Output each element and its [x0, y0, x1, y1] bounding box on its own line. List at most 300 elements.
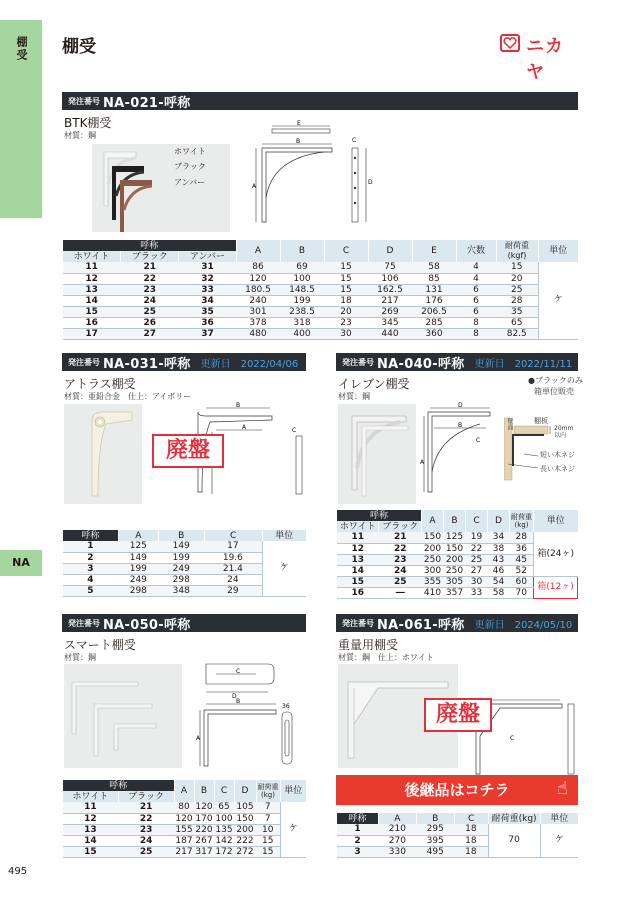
table-cell: 25 [496, 284, 538, 295]
col-header: C [466, 510, 488, 532]
table-cell: 200 [234, 824, 256, 835]
table-cell: ― [379, 587, 422, 598]
table-cell: 24 [121, 295, 179, 306]
table-cell: 222 [234, 835, 256, 846]
table-cell: 8 [456, 328, 496, 339]
table-row [63, 835, 307, 846]
table-cell: 69 [280, 262, 324, 273]
table-row [63, 328, 579, 339]
col-header: 穴数 [456, 240, 496, 262]
col-header: 耐荷重(kg) [488, 813, 540, 824]
brand-name: ニカヤ [526, 36, 564, 83]
table-cell: 45 [510, 554, 534, 565]
table-cell: 240 [236, 295, 280, 306]
table-cell: 21.4 [204, 563, 262, 574]
table-row [63, 846, 307, 857]
col-header: 単位 [538, 240, 578, 262]
unit-cell-box24: 箱(24ヶ) [534, 532, 578, 576]
dimension-diagram [252, 118, 392, 230]
table-cell: 15 [256, 835, 280, 846]
col-header: D [234, 780, 256, 802]
table-cell: 15 [256, 846, 280, 857]
svg-text:C: C [236, 668, 241, 675]
table-cell: 7 [256, 813, 280, 824]
table-cell: 33 [466, 587, 488, 598]
table-cell: 355 [422, 576, 444, 587]
table-cell: 217 [175, 846, 193, 857]
table-cell: 199 [158, 552, 204, 563]
table-cell: 21 [121, 262, 179, 273]
table-cell: 12 [337, 543, 379, 554]
table-cell: 35 [496, 306, 538, 317]
svg-text:A: A [242, 424, 247, 431]
dimension-diagram [420, 402, 496, 500]
table-cell: 30 [324, 328, 368, 339]
table-cell: 34 [179, 295, 236, 306]
col-header: B [280, 240, 324, 262]
table-cell: 18 [324, 295, 368, 306]
table-cell: 14 [337, 565, 379, 576]
table-cell: 305 [444, 576, 466, 587]
table-cell: 148.5 [280, 284, 324, 295]
table-cell: 15 [324, 284, 368, 295]
table-cell: 18 [454, 824, 488, 835]
svg-text:B: B [236, 402, 241, 409]
mounting-diagram [504, 416, 580, 482]
svg-text:A: A [420, 459, 425, 466]
table-cell: 250 [422, 554, 444, 565]
table-cell: 131 [412, 284, 456, 295]
col-header: 呼称 [337, 813, 379, 824]
table-cell: 10 [256, 824, 280, 835]
table-cell: 199 [118, 563, 158, 574]
col-header: C [454, 813, 488, 824]
side-tab-na: NA [0, 550, 42, 576]
dimension-diagram [196, 660, 306, 772]
table-cell: 172 [215, 846, 233, 857]
table-cell: 22 [379, 543, 422, 554]
table-cell: 272 [234, 846, 256, 857]
table-cell: 16 [63, 317, 121, 328]
table-cell: 58 [412, 262, 456, 273]
svg-text:A: A [252, 183, 257, 190]
table-cell: 34 [488, 532, 510, 543]
table-cell: 357 [444, 587, 466, 598]
col-header: A [378, 813, 416, 824]
table-cell: 125 [444, 532, 466, 543]
order-code: NA-040-呼称 [377, 356, 465, 372]
table-row [63, 541, 307, 552]
col-header: 単位 [534, 510, 578, 532]
table-cell: 24 [118, 835, 174, 846]
table-cell: 82.5 [496, 328, 538, 339]
table-cell: 300 [422, 565, 444, 576]
order-code: NA-061-呼称 [377, 617, 465, 633]
table-row [63, 273, 579, 284]
product-material: 材質：鋼 仕上：ホワイト [338, 653, 434, 662]
page-number: 495 [8, 866, 28, 877]
section-header-na061 [336, 614, 578, 632]
unit-cell: ケ [540, 824, 578, 857]
col-header: A [174, 780, 194, 802]
svg-text:D: D [232, 693, 237, 700]
col-header: A [236, 240, 280, 262]
order-number-label: 発注番号 [68, 96, 100, 106]
table-cell: 65 [496, 317, 538, 328]
table-cell: 395 [416, 835, 454, 846]
table-cell: 27 [121, 328, 179, 339]
table-cell: 85 [412, 273, 456, 284]
table-cell: 4 [456, 262, 496, 273]
product-name: イレブン棚受 [338, 377, 410, 391]
table-cell: 217 [368, 295, 412, 306]
table-cell: 348 [158, 585, 204, 596]
table-cell: 60 [510, 576, 534, 587]
table-cell: 220 [195, 824, 213, 835]
table-cell: 125 [118, 541, 158, 552]
svg-text:C: C [292, 427, 297, 434]
table-cell: 22 [121, 273, 179, 284]
table-cell: 330 [378, 846, 416, 857]
table-cell: 150 [234, 813, 256, 824]
order-code: NA-021-呼称 [103, 95, 191, 111]
table-cell: 6 [456, 295, 496, 306]
product-name: BTK棚受 [64, 116, 112, 130]
product-name: アトラス棚受 [64, 377, 136, 391]
table-cell: 80 [174, 802, 194, 813]
table-cell: 20 [496, 273, 538, 284]
table-cell: 3 [337, 846, 379, 857]
col-header: C [214, 780, 234, 802]
table-cell: 149 [118, 552, 158, 563]
section-header-na040 [336, 353, 578, 371]
table-row [337, 532, 578, 543]
table-cell: 105 [234, 802, 256, 813]
table-cell: 6 [456, 284, 496, 295]
order-number-label: 発注番号 [68, 618, 100, 628]
col-header: 耐荷重 (kg) [256, 780, 280, 802]
table-cell: 70 [510, 587, 534, 598]
table-cell: 15 [337, 576, 379, 587]
table-cell: 150 [422, 532, 444, 543]
col-header: ホワイト [337, 521, 379, 532]
svg-text:B: B [236, 698, 241, 705]
table-cell: 11 [63, 262, 121, 273]
table-cell: 170 [195, 813, 213, 824]
table-cell: 267 [195, 835, 213, 846]
table-cell: 23 [118, 824, 174, 835]
side-tab-label: 棚受 [15, 36, 28, 62]
product-material: 材質：鋼 [64, 131, 96, 140]
table-cell: 149 [158, 541, 204, 552]
diagram-label-limit: 20mm 以内 [554, 425, 574, 439]
table-cell: 25 [118, 846, 174, 857]
table-row [63, 262, 579, 273]
svg-text:A: A [196, 735, 201, 742]
table-cell: 150 [444, 543, 466, 554]
table-cell: 46 [488, 565, 510, 576]
table-cell: 38 [488, 543, 510, 554]
table-cell: 52 [510, 565, 534, 576]
unit-cell: ケ [262, 541, 306, 596]
update-date: 更新日 2022/11/11 [474, 358, 573, 370]
col-header: B [158, 530, 204, 541]
svg-text:D: D [368, 179, 373, 186]
svg-text:B: B [296, 138, 301, 145]
table-cell: 142 [215, 835, 233, 846]
col-header: C [324, 240, 368, 262]
table-row [63, 802, 307, 813]
col-header: B [444, 510, 466, 532]
successor-product-link[interactable] [336, 775, 578, 805]
table-cell: 36 [510, 543, 534, 554]
section-header-na031 [62, 353, 306, 371]
side-tab-shelf-bracket [0, 20, 42, 218]
col-header: 単位 [540, 813, 578, 824]
table-cell: 15 [63, 846, 119, 857]
table-cell: 16 [337, 587, 379, 598]
diagram-label-shelf: 棚板 [534, 417, 548, 425]
table-cell: 200 [444, 554, 466, 565]
table-cell: 23 [324, 317, 368, 328]
table-cell: 15 [324, 273, 368, 284]
col-header: D [368, 240, 412, 262]
unit-cell: ケ [280, 802, 306, 857]
table-cell: 27 [466, 565, 488, 576]
col-header: ブラック [118, 791, 174, 802]
table-cell: 19.6 [204, 552, 262, 563]
table-cell: 100 [280, 273, 324, 284]
table-cell: 187 [175, 835, 193, 846]
note-black-only: ●ブラックのみ [528, 376, 583, 385]
unit-cell: ケ [538, 262, 578, 339]
table-cell: 8 [456, 317, 496, 328]
spec-table-na021 [62, 240, 578, 340]
table-cell: 317 [195, 846, 213, 857]
discontinued-badge: 廃盤 [152, 434, 224, 468]
table-cell: 270 [378, 835, 416, 846]
table-cell: 285 [412, 317, 456, 328]
col-header: B [194, 780, 214, 802]
table-cell: 11 [63, 802, 119, 813]
table-cell: 298 [118, 585, 158, 596]
col-header: ブラック [121, 251, 179, 262]
order-code: NA-050-呼称 [103, 617, 191, 633]
table-cell: 29 [204, 585, 262, 596]
col-header: アンバー [179, 251, 236, 262]
table-cell: 25 [466, 554, 488, 565]
spec-table-na031 [62, 530, 306, 597]
table-cell: 480 [236, 328, 280, 339]
table-cell: 249 [118, 574, 158, 585]
table-cell: 250 [444, 565, 466, 576]
col-header: C [204, 530, 262, 541]
table-group-header: 呼称 [337, 510, 422, 521]
table-cell: 75 [368, 262, 412, 273]
table-row [337, 824, 579, 835]
update-date: 更新日 2022/04/06 [200, 358, 299, 370]
order-number-label: 発注番号 [342, 357, 374, 367]
table-cell: 249 [158, 563, 204, 574]
section-header-na050 [62, 614, 306, 632]
table-cell: 2 [337, 835, 379, 846]
svg-text:D: D [458, 402, 463, 409]
table-cell: 1 [63, 541, 119, 552]
table-cell: 24 [379, 565, 422, 576]
table-cell: 162.5 [368, 284, 412, 295]
svg-text:C: C [510, 735, 515, 742]
table-cell: 36 [179, 317, 236, 328]
heart-logo-icon [500, 34, 520, 52]
table-row [63, 824, 307, 835]
product-material: 材質：鋼 [338, 392, 370, 401]
order-number-label: 発注番号 [68, 357, 100, 367]
table-cell: 20 [324, 306, 368, 317]
spec-table-na050 [62, 780, 306, 858]
table-cell: 21 [379, 532, 422, 543]
table-cell: 378 [236, 317, 280, 328]
table-cell: 17 [63, 328, 121, 339]
svg-text:36: 36 [282, 703, 290, 710]
svg-text:C: C [476, 437, 481, 444]
table-row [63, 813, 307, 824]
table-cell: 360 [412, 328, 456, 339]
spec-table-na061 [336, 813, 578, 858]
table-cell: 12 [63, 273, 121, 284]
table-cell: 206.5 [412, 306, 456, 317]
table-cell: 11 [337, 532, 379, 543]
table-cell: 21 [118, 802, 174, 813]
table-cell: 18 [454, 835, 488, 846]
table-cell: 18 [454, 846, 488, 857]
table-cell: 6 [456, 306, 496, 317]
table-cell: 25 [379, 576, 422, 587]
table-cell: 410 [422, 587, 444, 598]
table-cell: 30 [466, 576, 488, 587]
successor-text: 後継品はコチラ [404, 781, 510, 799]
table-cell: 86 [236, 262, 280, 273]
table-cell: 210 [378, 824, 416, 835]
table-cell: 13 [63, 284, 121, 295]
table-cell: 33 [179, 284, 236, 295]
product-name: スマート棚受 [64, 638, 136, 652]
spec-table-na040 [336, 510, 578, 599]
table-row [337, 576, 578, 587]
discontinued-badge: 廃盤 [424, 698, 492, 732]
product-photo [64, 404, 142, 504]
table-cell: 176 [412, 295, 456, 306]
product-material: 材質：亜鉛合金 仕上：アイボリー [64, 392, 192, 401]
table-cell: 298 [158, 574, 204, 585]
table-cell: 31 [179, 262, 236, 273]
table-cell: 135 [215, 824, 233, 835]
pointer-hand-icon: ☝ [557, 778, 568, 799]
table-row [63, 317, 579, 328]
table-cell: 345 [368, 317, 412, 328]
table-cell: 318 [280, 317, 324, 328]
table-cell: 100 [215, 813, 233, 824]
col-header: A [422, 510, 444, 532]
table-row [63, 306, 579, 317]
table-cell: 15 [496, 262, 538, 273]
table-cell: 15 [324, 262, 368, 273]
brand-logo [500, 32, 580, 83]
col-header: 耐荷重 (kgf) [496, 240, 538, 262]
table-cell: 4 [63, 574, 119, 585]
table-cell: 15 [63, 306, 121, 317]
col-header: 単位 [280, 780, 306, 802]
table-cell: 1 [337, 824, 379, 835]
unit-cell-box12: 箱(12ヶ) [534, 576, 578, 598]
col-header: 呼称 [63, 530, 119, 541]
product-name: 重量用棚受 [338, 638, 399, 652]
product-photo [338, 404, 416, 504]
table-cell: 23 [121, 284, 179, 295]
col-header: 耐荷重 (kg) [510, 510, 534, 532]
table-cell: 24 [204, 574, 262, 585]
table-cell: 269 [368, 306, 412, 317]
product-photo [92, 144, 230, 232]
table-cell: 26 [121, 317, 179, 328]
table-cell: 400 [280, 328, 324, 339]
note-box-unit: 箱単位販売 [534, 387, 574, 396]
table-cell: 2 [63, 552, 119, 563]
table-cell: 180.5 [236, 284, 280, 295]
table-cell: 199 [280, 295, 324, 306]
table-cell: 12 [63, 813, 119, 824]
table-cell: 37 [179, 328, 236, 339]
table-cell: 106 [368, 273, 412, 284]
table-cell: 43 [488, 554, 510, 565]
table-group-header: 呼称 [63, 780, 175, 791]
table-cell: 28 [510, 532, 534, 543]
col-header: ブラック [379, 521, 422, 532]
table-cell: 22 [118, 813, 174, 824]
table-cell: 23 [379, 554, 422, 565]
table-cell: 17 [204, 541, 262, 552]
color-label-white: ホワイト [174, 147, 206, 156]
diagram-label-long-screw: 長い木ネジ [540, 465, 575, 473]
col-header: E [412, 240, 456, 262]
update-date: 更新日 2024/05/10 [474, 619, 573, 631]
table-cell: 5 [63, 585, 119, 596]
table-cell: 238.5 [280, 306, 324, 317]
col-header: D [488, 510, 510, 532]
section-header-na021 [62, 92, 578, 110]
table-cell: 58 [488, 587, 510, 598]
table-cell: 4 [456, 273, 496, 284]
diagram-label-wall: 壁面 [506, 418, 513, 430]
table-cell: 120 [236, 273, 280, 284]
col-header: ホワイト [63, 791, 119, 802]
col-header: ホワイト [63, 251, 121, 262]
product-photo [64, 664, 182, 768]
table-cell: 28 [496, 295, 538, 306]
color-label-black: ブラック [174, 162, 206, 171]
svg-text:C: C [352, 137, 357, 144]
page-title: 棚受 [62, 37, 96, 57]
table-cell: 14 [63, 295, 121, 306]
table-cell: 35 [179, 306, 236, 317]
table-cell: 22 [466, 543, 488, 554]
table-cell: 155 [175, 824, 193, 835]
table-cell: 25 [121, 306, 179, 317]
product-material: 材質：鋼 [64, 653, 96, 662]
col-header: B [416, 813, 454, 824]
table-cell: 3 [63, 563, 119, 574]
color-label-amber: アンバー [174, 178, 206, 187]
table-cell: 14 [63, 835, 119, 846]
